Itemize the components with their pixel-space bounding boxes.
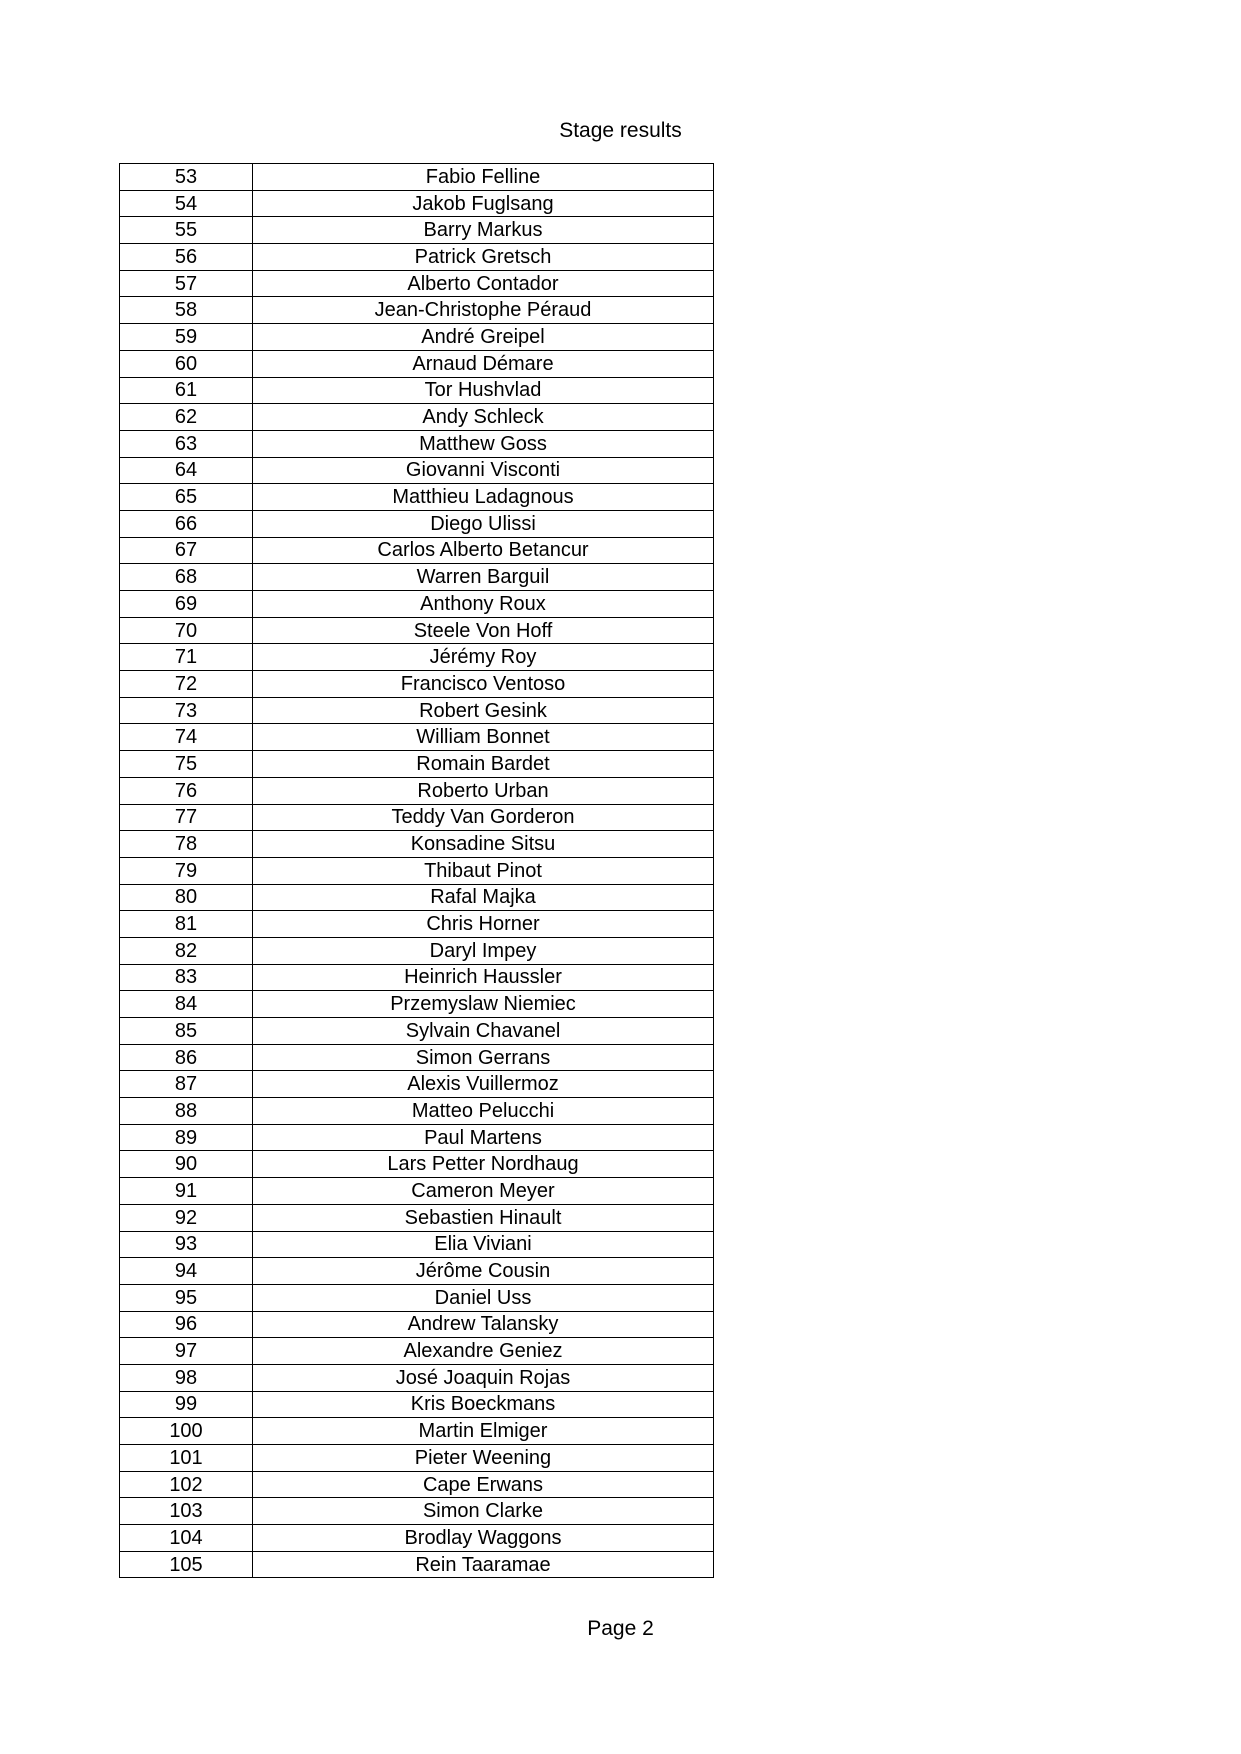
results-table xyxy=(119,163,714,1578)
rider-name-cell: Diego Ulissi xyxy=(253,510,714,537)
rider-name-cell: Andrew Talansky xyxy=(253,1311,714,1338)
table-row xyxy=(120,1338,714,1365)
table-row xyxy=(120,1151,714,1178)
rank-cell: 60 xyxy=(120,350,253,377)
table-row xyxy=(120,297,714,324)
rider-name-cell: Daryl Impey xyxy=(253,937,714,964)
rider-name-cell: Lars Petter Nordhaug xyxy=(253,1151,714,1178)
rider-name-cell: Simon Gerrans xyxy=(253,1044,714,1071)
rider-name-cell: Matthieu Ladagnous xyxy=(253,484,714,511)
rank-cell: 94 xyxy=(120,1258,253,1285)
rank-cell: 67 xyxy=(120,537,253,564)
rider-name-cell: Jérôme Cousin xyxy=(253,1258,714,1285)
rider-name-cell: Rein Taaramae xyxy=(253,1551,714,1578)
table-row xyxy=(120,1044,714,1071)
rider-name-cell: Arnaud Démare xyxy=(253,350,714,377)
rider-name-cell: Alexandre Geniez xyxy=(253,1338,714,1365)
table-row xyxy=(120,1204,714,1231)
rider-name-cell: Kris Boeckmans xyxy=(253,1391,714,1418)
table-row xyxy=(120,644,714,671)
table-row xyxy=(120,1098,714,1125)
rank-cell: 91 xyxy=(120,1178,253,1205)
rank-cell: 65 xyxy=(120,484,253,511)
table-row xyxy=(120,697,714,724)
rider-name-cell: Daniel Uss xyxy=(253,1284,714,1311)
table-row xyxy=(120,1231,714,1258)
rank-cell: 53 xyxy=(120,164,253,191)
table-row xyxy=(120,484,714,511)
rank-cell: 71 xyxy=(120,644,253,671)
rider-name-cell: Rafal Majka xyxy=(253,884,714,911)
rider-name-cell: Pieter Weening xyxy=(253,1445,714,1472)
table-row xyxy=(120,1178,714,1205)
rank-cell: 105 xyxy=(120,1551,253,1578)
rider-name-cell: Jakob Fuglsang xyxy=(253,190,714,217)
rank-cell: 89 xyxy=(120,1124,253,1151)
rider-name-cell: André Greipel xyxy=(253,324,714,351)
rider-name-cell: Barry Markus xyxy=(253,217,714,244)
table-row xyxy=(120,564,714,591)
rider-name-cell: Przemyslaw Niemiec xyxy=(253,991,714,1018)
rider-name-cell: Konsadine Sitsu xyxy=(253,831,714,858)
page-title: Stage results xyxy=(559,119,682,142)
table-row xyxy=(120,591,714,618)
table-row xyxy=(120,1071,714,1098)
rank-cell: 83 xyxy=(120,964,253,991)
rank-cell: 93 xyxy=(120,1231,253,1258)
rider-name-cell: William Bonnet xyxy=(253,724,714,751)
table-row xyxy=(120,350,714,377)
rider-name-cell: Alberto Contador xyxy=(253,270,714,297)
rank-cell: 90 xyxy=(120,1151,253,1178)
table-row xyxy=(120,777,714,804)
table-row xyxy=(120,1498,714,1525)
rider-name-cell: Andy Schleck xyxy=(253,404,714,431)
rank-cell: 73 xyxy=(120,697,253,724)
table-row xyxy=(120,804,714,831)
rank-cell: 56 xyxy=(120,244,253,271)
rank-cell: 58 xyxy=(120,297,253,324)
table-row xyxy=(120,1391,714,1418)
rank-cell: 68 xyxy=(120,564,253,591)
rider-name-cell: Alexis Vuillermoz xyxy=(253,1071,714,1098)
rank-cell: 62 xyxy=(120,404,253,431)
rank-cell: 82 xyxy=(120,937,253,964)
rank-cell: 100 xyxy=(120,1418,253,1445)
rank-cell: 101 xyxy=(120,1445,253,1472)
rank-cell: 87 xyxy=(120,1071,253,1098)
rank-cell: 103 xyxy=(120,1498,253,1525)
rider-name-cell: Simon Clarke xyxy=(253,1498,714,1525)
rider-name-cell: Carlos Alberto Betancur xyxy=(253,537,714,564)
rider-name-cell: Sylvain Chavanel xyxy=(253,1018,714,1045)
rank-cell: 75 xyxy=(120,751,253,778)
rank-cell: 85 xyxy=(120,1018,253,1045)
rank-cell: 81 xyxy=(120,911,253,938)
rank-cell: 99 xyxy=(120,1391,253,1418)
table-row xyxy=(120,510,714,537)
rider-name-cell: Patrick Gretsch xyxy=(253,244,714,271)
results-table-body xyxy=(120,164,714,1578)
table-row xyxy=(120,964,714,991)
rider-name-cell: Romain Bardet xyxy=(253,751,714,778)
rider-name-cell: Fabio Felline xyxy=(253,164,714,191)
rank-cell: 76 xyxy=(120,777,253,804)
table-row xyxy=(120,1364,714,1391)
rank-cell: 61 xyxy=(120,377,253,404)
table-row xyxy=(120,937,714,964)
table-row xyxy=(120,991,714,1018)
table-row xyxy=(120,884,714,911)
rank-cell: 64 xyxy=(120,457,253,484)
rank-cell: 104 xyxy=(120,1525,253,1552)
rider-name-cell: Matteo Pelucchi xyxy=(253,1098,714,1125)
rank-cell: 54 xyxy=(120,190,253,217)
rider-name-cell: José Joaquin Rojas xyxy=(253,1364,714,1391)
rider-name-cell: Francisco Ventoso xyxy=(253,671,714,698)
rank-cell: 74 xyxy=(120,724,253,751)
rank-cell: 72 xyxy=(120,671,253,698)
table-row xyxy=(120,751,714,778)
rank-cell: 70 xyxy=(120,617,253,644)
table-row xyxy=(120,831,714,858)
table-row xyxy=(120,1551,714,1578)
table-row xyxy=(120,1525,714,1552)
table-row xyxy=(120,911,714,938)
rank-cell: 98 xyxy=(120,1364,253,1391)
table-row xyxy=(120,671,714,698)
rank-cell: 92 xyxy=(120,1204,253,1231)
page-number: Page 2 xyxy=(587,1617,654,1640)
rider-name-cell: Sebastien Hinault xyxy=(253,1204,714,1231)
table-row xyxy=(120,190,714,217)
rank-cell: 55 xyxy=(120,217,253,244)
rank-cell: 86 xyxy=(120,1044,253,1071)
table-row xyxy=(120,324,714,351)
rank-cell: 88 xyxy=(120,1098,253,1125)
rank-cell: 77 xyxy=(120,804,253,831)
rank-cell: 78 xyxy=(120,831,253,858)
rider-name-cell: Tor Hushvlad xyxy=(253,377,714,404)
rank-cell: 59 xyxy=(120,324,253,351)
table-row xyxy=(120,537,714,564)
table-row xyxy=(120,1471,714,1498)
rank-cell: 102 xyxy=(120,1471,253,1498)
rider-name-cell: Steele Von Hoff xyxy=(253,617,714,644)
rank-cell: 66 xyxy=(120,510,253,537)
rider-name-cell: Warren Barguil xyxy=(253,564,714,591)
rider-name-cell: Cape Erwans xyxy=(253,1471,714,1498)
rider-name-cell: Elia Viviani xyxy=(253,1231,714,1258)
table-row xyxy=(120,430,714,457)
rider-name-cell: Robert Gesink xyxy=(253,697,714,724)
rider-name-cell: Jean-Christophe Péraud xyxy=(253,297,714,324)
rider-name-cell: Thibaut Pinot xyxy=(253,857,714,884)
rider-name-cell: Jérémy Roy xyxy=(253,644,714,671)
rank-cell: 84 xyxy=(120,991,253,1018)
table-row xyxy=(120,617,714,644)
table-row xyxy=(120,1311,714,1338)
rider-name-cell: Brodlay Waggons xyxy=(253,1525,714,1552)
table-row xyxy=(120,244,714,271)
table-row xyxy=(120,404,714,431)
table-row xyxy=(120,377,714,404)
rank-cell: 95 xyxy=(120,1284,253,1311)
table-row xyxy=(120,1018,714,1045)
rider-name-cell: Heinrich Haussler xyxy=(253,964,714,991)
table-row xyxy=(120,1258,714,1285)
rank-cell: 69 xyxy=(120,591,253,618)
rider-name-cell: Chris Horner xyxy=(253,911,714,938)
table-row xyxy=(120,217,714,244)
rider-name-cell: Anthony Roux xyxy=(253,591,714,618)
rider-name-cell: Martin Elmiger xyxy=(253,1418,714,1445)
rank-cell: 79 xyxy=(120,857,253,884)
rank-cell: 57 xyxy=(120,270,253,297)
table-row xyxy=(120,164,714,191)
rank-cell: 63 xyxy=(120,430,253,457)
rider-name-cell: Roberto Urban xyxy=(253,777,714,804)
table-row xyxy=(120,1418,714,1445)
rider-name-cell: Matthew Goss xyxy=(253,430,714,457)
rider-name-cell: Teddy Van Gorderon xyxy=(253,804,714,831)
table-row xyxy=(120,1124,714,1151)
rider-name-cell: Cameron Meyer xyxy=(253,1178,714,1205)
table-row xyxy=(120,1284,714,1311)
rank-cell: 96 xyxy=(120,1311,253,1338)
table-row xyxy=(120,857,714,884)
rank-cell: 97 xyxy=(120,1338,253,1365)
rider-name-cell: Paul Martens xyxy=(253,1124,714,1151)
rank-cell: 80 xyxy=(120,884,253,911)
table-row xyxy=(120,457,714,484)
table-row xyxy=(120,270,714,297)
table-row xyxy=(120,724,714,751)
rider-name-cell: Giovanni Visconti xyxy=(253,457,714,484)
table-row xyxy=(120,1445,714,1472)
